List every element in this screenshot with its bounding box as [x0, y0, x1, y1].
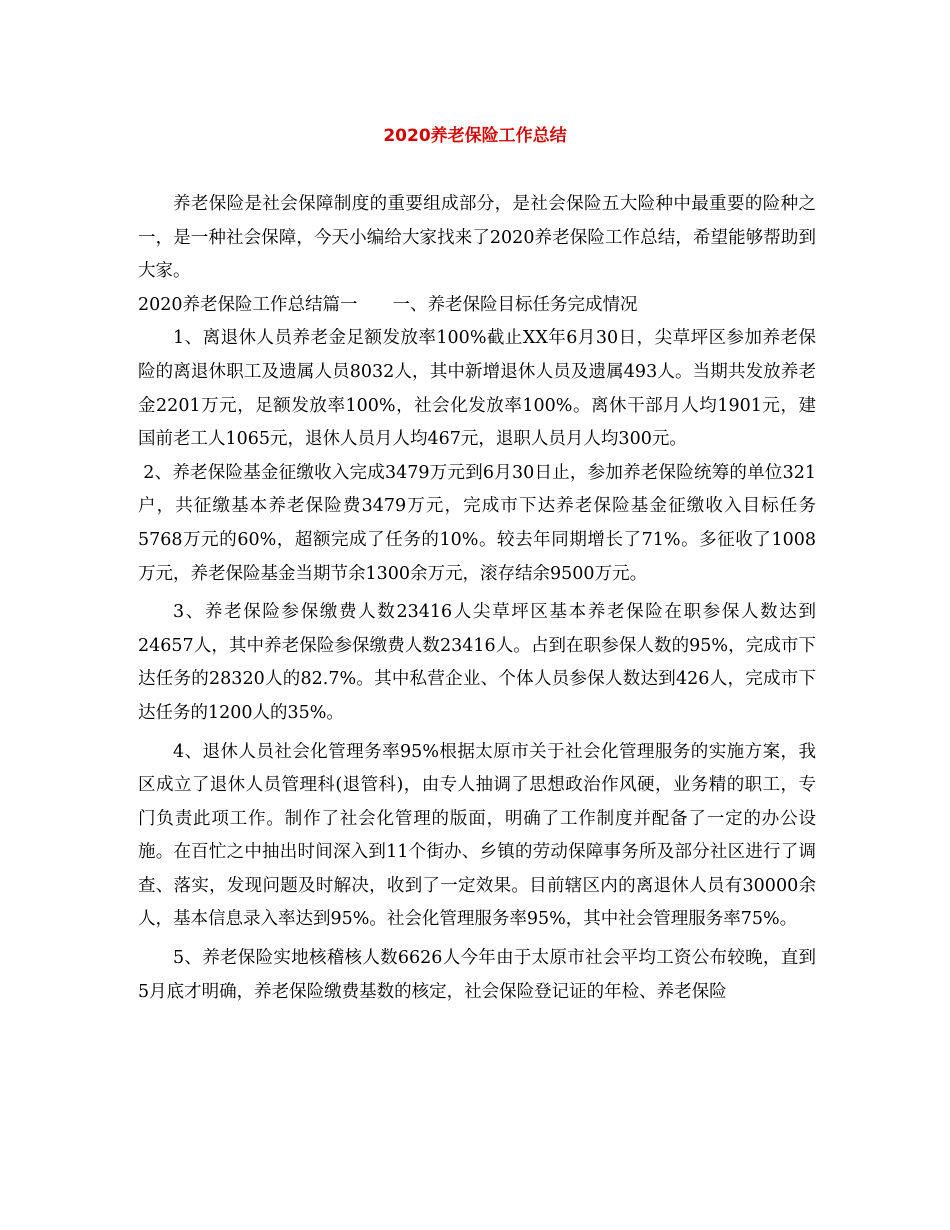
paragraph-item-5: 5、养老保险实地核稽核人数6626人今年由于太原市社会平均工资公布较晚，直到5月底才明确，养老保险缴费基数的核定，社会保险登记证的年检、养老保险	[138, 948, 816, 1002]
intro-paragraph: 养老保险是社会保障制度的重要组成部分，是社会保险五大险种中最重要的险种之一，是一种社会保障，今天小编给大家找来了2020养老保险工作总结，希望能够帮助到大家。	[138, 194, 816, 282]
paragraph-item-4: 4、退休人员社会化管理务率95%根据太原市关于社会化管理服务的实施方案，我区成立了退休人员管理科(退管科)，由专人抽调了思想政治作风硬，业务精的职工，专门负责此项工作。制作了社会化管理的版面，明确了工作制度并配备了一定的办公设施。在百忙之中抽出时间深入到11个街办、乡镇的劳动保障事务所及部分社区进行了调查、落实，发现问题及时解决，收到了一定效果。目前辖区内的离退休人员有30000余人，基本信息录入率达到95%。社会化管理服务率95%，其中社会管理服务率75%。	[138, 741, 816, 930]
document-title: 2020养老保险工作总结	[383, 126, 567, 146]
section-heading: 2020养老保险工作总结篇一 一、养老保险目标任务完成情况	[138, 294, 638, 315]
document-body	[138, 188, 816, 1009]
paragraph-item-2: 2、养老保险基金征缴收入完成3479万元到6月30日止，参加养老保险统筹的单位321户，共征缴基本养老保险费3479万元，完成市下达养老保险基金征缴收入目标任务5768万元的60%，超额完成了任务的10%。较去年同期增长了71%。多征收了1008万元，养老保险基金当期节余1300余万元，滚存结余9500万元。	[138, 462, 816, 584]
paragraph-item-3: 3、养老保险参保缴费人数23416人尖草坪区基本养老保险在职参保人数达到24657人，其中养老保险参保缴费人数23416人。占到在职参保人数的95%，完成市下达任务的28320人的82.7%。其中私营企业、个体人员参保人数达到426人，完成市下达任务的1200人的35%。	[138, 602, 816, 723]
paragraph-item-1: 1、离退休人员养老金足额发放率100%截止XX年6月30日，尖草坪区参加养老保险的离退休职工及遗属人员8032人，其中新增退休人员及遗属493人。当期共发放养老金2201万元，足额发放率100%，社会化发放率100%。离休干部月人均1901元，建国前老工人1065元，退休人员月人均467元，退职人员月人均300元。	[138, 328, 816, 450]
